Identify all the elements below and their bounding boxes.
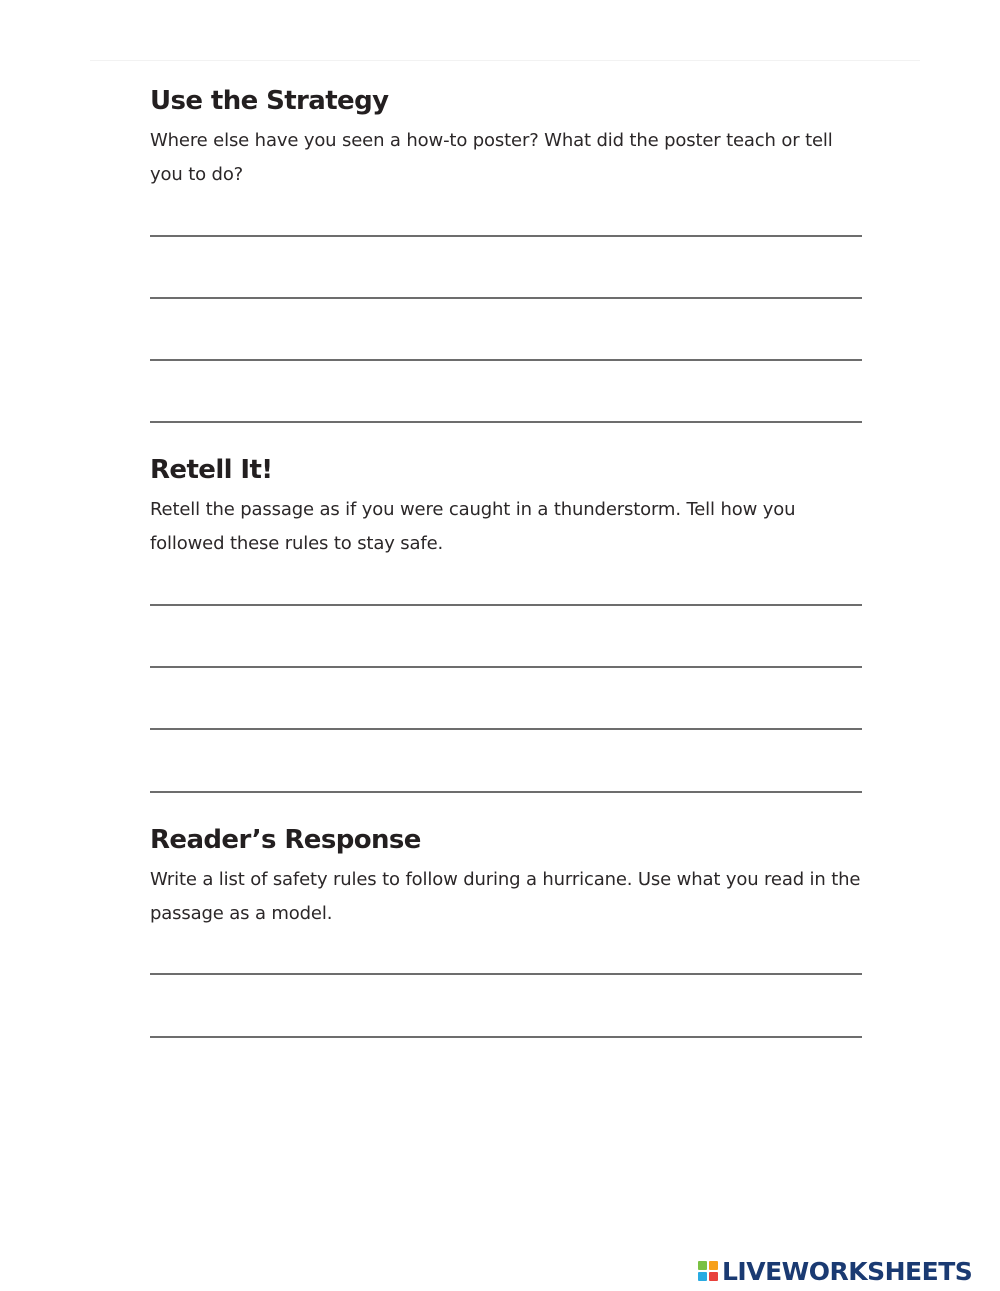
- section-use-the-strategy: [150, 86, 862, 192]
- answer-line-response-2[interactable]: [150, 1036, 862, 1038]
- answer-line-retell-2[interactable]: [150, 666, 862, 668]
- section-readers-response: [150, 825, 862, 931]
- liveworksheets-logo-icon: [698, 1261, 718, 1281]
- answer-line-response-1[interactable]: [150, 973, 862, 975]
- logo-tile: [709, 1261, 718, 1270]
- answer-line-strategy-2[interactable]: [150, 297, 862, 299]
- answer-line-strategy-3[interactable]: [150, 359, 862, 361]
- section-prompt: Retell the passage as if you were caught in a thunderstorm. Tell how you followed these rules to stay safe.: [150, 499, 796, 554]
- answer-line-strategy-1[interactable]: [150, 235, 862, 237]
- brand-name: LIVEWORKSHEETS: [722, 1256, 973, 1286]
- section-retell-it: [150, 455, 862, 561]
- answer-line-retell-4[interactable]: [150, 791, 862, 793]
- liveworksheets-brand: [698, 1255, 972, 1287]
- section-prompt: Where else have you seen a how-to poster? What did the poster teach or tell you to do?: [150, 130, 833, 185]
- section-heading: Reader’s Response: [150, 825, 421, 855]
- answer-line-retell-3[interactable]: [150, 728, 862, 730]
- logo-tile: [709, 1272, 718, 1281]
- logo-tile: [698, 1272, 707, 1281]
- logo-tile: [698, 1261, 707, 1270]
- page-top-edge: [90, 60, 920, 61]
- section-prompt: Write a list of safety rules to follow during a hurricane. Use what you read in the passage as a model.: [150, 869, 861, 924]
- answer-line-retell-1[interactable]: [150, 604, 862, 606]
- answer-line-strategy-4[interactable]: [150, 421, 862, 423]
- section-heading: Retell It!: [150, 455, 273, 485]
- section-heading: Use the Strategy: [150, 86, 389, 116]
